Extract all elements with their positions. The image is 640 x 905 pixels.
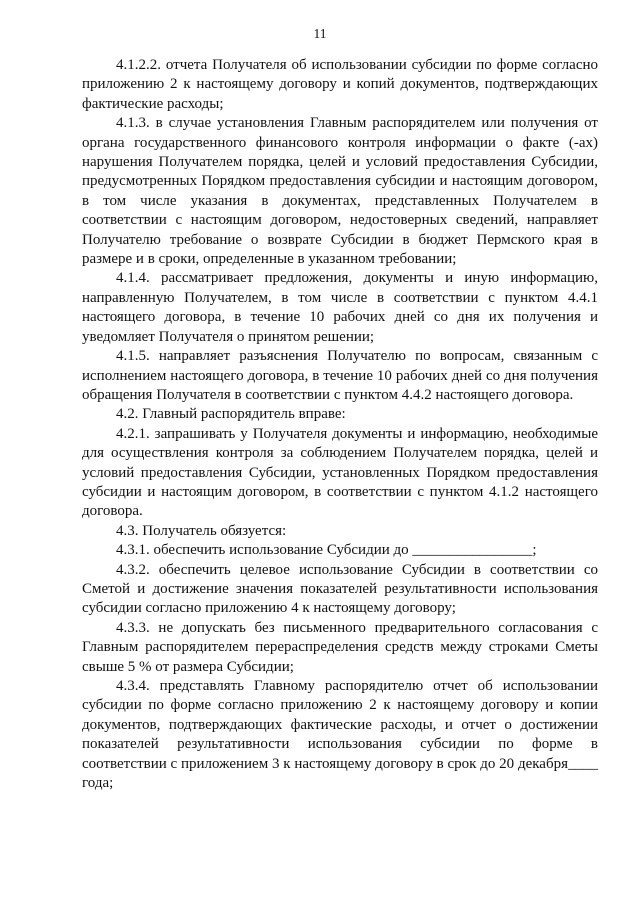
document-body (82, 56, 598, 793)
paragraph-4-1-4: 4.1.4. рассматривает предложения, документы и иную информацию, направленную Получателем, в том числе в соответствии с пунктом 4.4.1 настоящего договора, в течение 10 рабочих дней со дня их получения и уведомляет Получателя о принятом решении; (82, 270, 598, 345)
paragraph-4-2-1: 4.2.1. запрашивать у Получателя документы и информацию, необходимые для осуществления контроля за соблюдением Получателем порядка, целей и условий предоставления Субсидии, установленных Порядком предоставления субсидии и настоящим договором, в соответствии с пунктом 4.1.2 настоящего договора. (82, 425, 598, 520)
paragraph-4-3-3: 4.3.3. не допускать без письменного предварительного согласования с Главным распорядителем перераспределения средств между строками Сметы свыше 5 % от размера Субсидии; (82, 619, 598, 675)
paragraph-4-1-2-2: 4.1.2.2. отчета Получателя об использовании субсидии по форме согласно приложению 2 к настоящему договору и копий документов, подтверждающих фактические расходы; (82, 57, 598, 112)
paragraph-4-3-4: 4.3.4. представлять Главному распорядителю отчет об использовании субсидии по форме согласно приложению 2 к настоящему договору и копии документов, подтверждающих фактические расходы, и отчет о достижении показателей результативности использования субсидии по форме в соответствии с приложением 3 к настоящему договору в срок до 20 декабря____ года; (82, 678, 598, 792)
paragraph-4-3-2: 4.3.2. обеспечить целевое использование Субсидии в соответствии со Сметой и достижение значения показателей результативности использования субсидии согласно приложению 4 к настоящему договору; (82, 561, 598, 617)
paragraph-4-3: 4.3. Получатель обязуется: (116, 522, 287, 539)
paragraph-4-1-5: 4.1.5. направляет разъяснения Получателю по вопросам, связанным с исполнением настоящего договора, в течение 10 рабочих дней со дня получения обращения Получателя в соответствии с пунктом 4.4.2 настоящего договора. (82, 348, 598, 403)
page-number: 11 (313, 26, 327, 41)
paragraph-4-2: 4.2. Главный распорядитель вправе: (116, 406, 346, 423)
paragraph-4-3-1: 4.3.1. обеспечить использование Субсидии до ________________; (116, 542, 537, 559)
paragraph-4-1-3: 4.1.3. в случае установления Главным распорядителем или получения от органа государственного финансового контроля информации о факте (-ах) нарушения Получателем порядка, целей и условий предоставления Субсидии, предусмотренных Порядком предоставления субсидии и настоящим договором, в том числе указания в документах, представленных Получателем в соответствии с настоящим договором, недостоверных сведений, направляет Получателю требование о возврате Субсидии в бюджет Пермского края в размере и в сроки, определенные в указанном требовании; (82, 115, 598, 268)
